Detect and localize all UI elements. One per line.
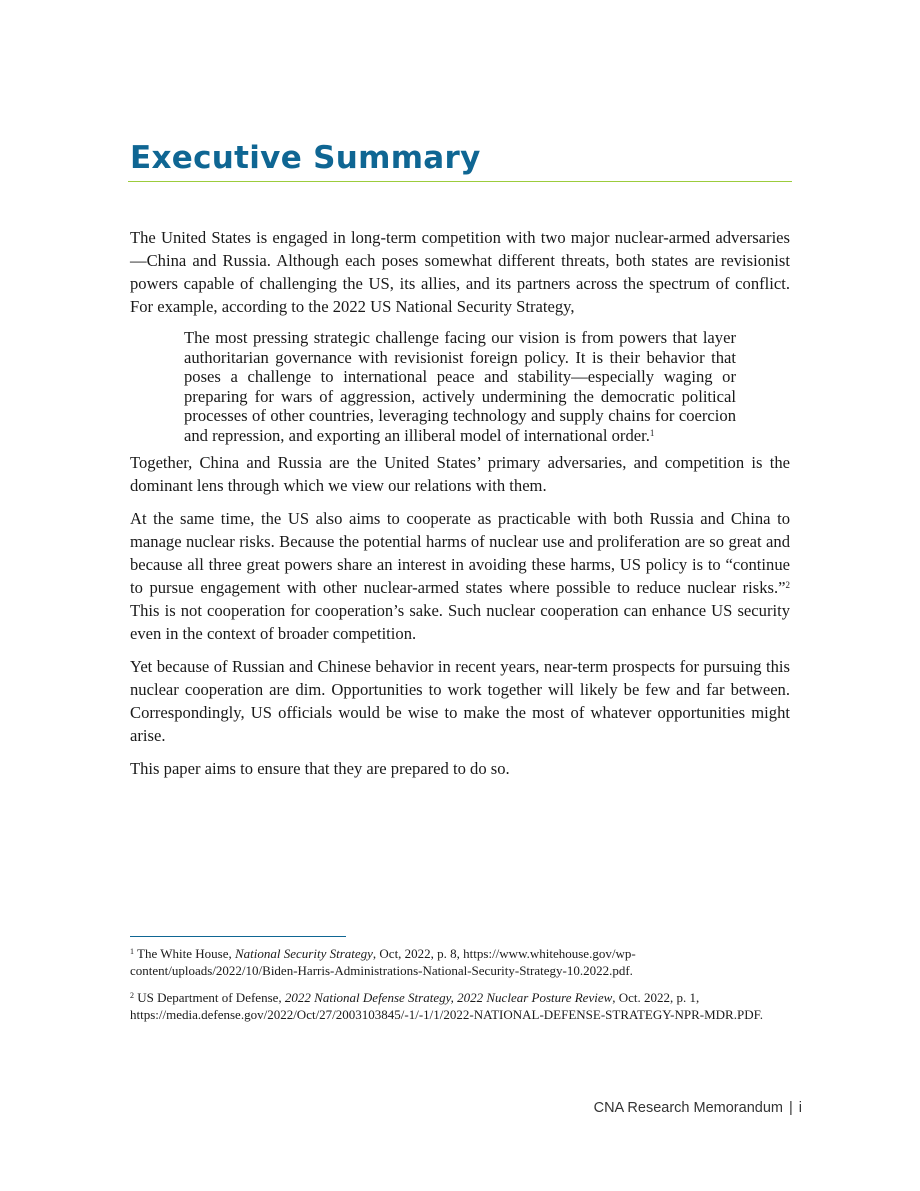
page-title: Executive Summary: [130, 140, 481, 176]
footnote-title: 2022 National Defense Strategy, 2022 Nuclear Posture Review: [284, 990, 613, 1005]
footnote-citation[interactable]: , Oct. 2022, p. 1, https://media.defense.gov/2022/Oct/27/2003103845/-1/-1/1/2022-NATIONAL-DEFENSE-STRATEGY-NPR-MDR.PDF.: [130, 990, 764, 1022]
footnote-text: The White House,: [134, 946, 235, 961]
footnote-citation[interactable]: , Oct, 2022, p. 8, https://www.whitehouse.gov/wp-content/uploads/2022/10/Biden-Harris-Administrations-National-Security-Strategy-10.2022.pdf.: [130, 946, 636, 978]
footnote-divider: [130, 936, 346, 937]
page-number: i: [798, 1100, 802, 1116]
footer-separator: |: [788, 1100, 793, 1116]
paragraph-cooperation-text-a: At the same time, the US also aims to cooperate as practicable with both Russia and China to manage nuclear risks. Because the potential harms of nuclear use and proliferation are so great and because all three great powers share an interest in avoiding these harms, US policy is to “continue to pursue engagement with other nuclear-armed states where possible to reduce nuclear risks.”: [130, 509, 790, 597]
paragraph-purpose: This paper aims to ensure that they are prepared to do so.: [130, 759, 510, 778]
footnotes: [130, 945, 770, 1033]
footnote-ref-1[interactable]: 1: [649, 427, 655, 438]
footnote-number: 1: [130, 947, 134, 956]
footer-label: CNA Research Memorandum: [593, 1100, 783, 1116]
footnote-text: US Department of Defense,: [134, 990, 285, 1005]
footnote-title: National Security Strategy: [234, 946, 373, 961]
footnote-ref-2[interactable]: 2: [785, 580, 790, 590]
page-footer: [594, 1100, 802, 1116]
footnote-number: 2: [130, 991, 134, 1000]
block-quote-text: The most pressing strategic challenge facing our vision is from powers that layer authoritarian governance with revisionist foreign policy. It is their behavior that poses a challenge to international peace and stability—especially waging or preparing for wars of aggression, actively undermining the democratic political processes of other countries, leveraging technology and supply chains for coercion and repression, and exporting an illiberal model of international order.: [184, 328, 736, 445]
footnote-1: [130, 945, 770, 979]
paragraph-adversaries: Together, China and Russia are the United States’ primary adversaries, and competition is the dominant lens through which we view our relations with them.: [130, 453, 790, 495]
paragraph-intro: The United States is engaged in long-term competition with two major nuclear-armed adversaries—China and Russia. Although each poses somewhat different threats, both states are revisionist powers capable of challenging the US, its allies, and its partners across the spectrum of conflict. For example, according to the 2022 US National Security Strategy,: [130, 228, 790, 316]
title-underline: [128, 181, 792, 182]
main-body: [130, 226, 790, 790]
footnote-2: [130, 989, 770, 1023]
paragraph-cooperation: [130, 507, 790, 645]
paragraph-cooperation-text-b: This is not cooperation for cooperation’s sake. Such nuclear cooperation can enhance US security even in the context of broader competition.: [130, 601, 790, 643]
block-quote: [184, 328, 736, 445]
paragraph-prospects: Yet because of Russian and Chinese behavior in recent years, near-term prospects for pursuing this nuclear cooperation are dim. Opportunities to work together will likely be few and far between. Correspondingly, US officials would be wise to make the most of whatever opportunities might arise.: [130, 657, 790, 745]
